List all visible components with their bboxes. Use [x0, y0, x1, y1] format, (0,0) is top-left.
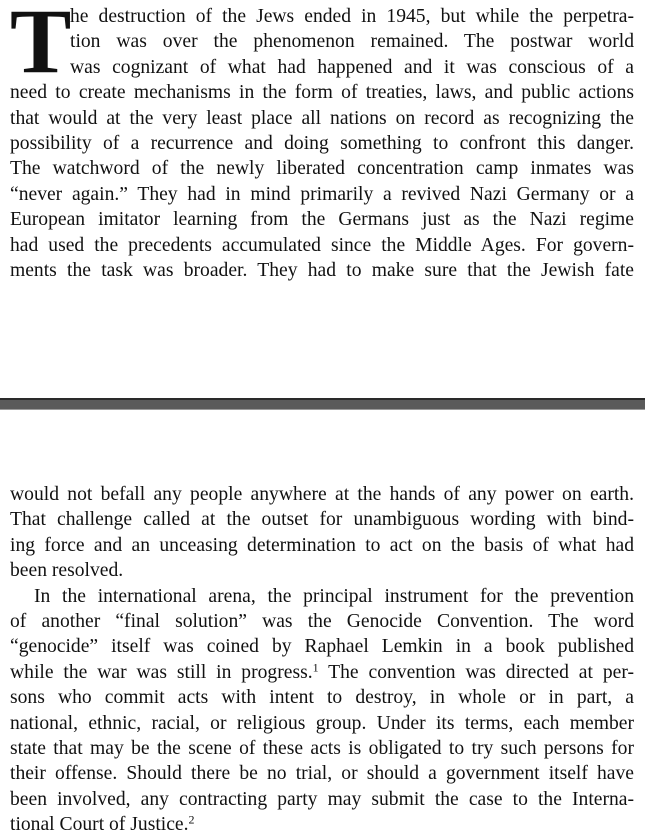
text-line: ments the task was broader. They had to make sure that the Jewish fate	[10, 259, 634, 281]
text-line: been resolved.	[10, 560, 124, 582]
text-line-with-footnote	[10, 812, 634, 837]
drop-cap: T	[10, 0, 72, 92]
text-line: had used the precedents accumulated since the Middle Ages. For govern-	[10, 234, 634, 256]
text-line: need to create mechanisms in the form of treaties, laws, and public actions	[10, 82, 634, 104]
text-line: possibility of a recurrence and doing something to confront this danger.	[10, 132, 634, 154]
footnote-ref: 2	[188, 812, 195, 827]
text-line: “never again.” They had in mind primarily a revived Nazi Germany or a	[10, 183, 634, 205]
text-line: That challenge called at the outset for unambiguous wording with bind-	[10, 509, 634, 531]
footnote-ref: 1	[312, 660, 319, 675]
text-line: that would at the very least place all nations on record as recognizing the	[10, 107, 634, 129]
text-line: European imitator learning from the Germans just as the Nazi regime	[10, 209, 634, 231]
text-line: tion was over the phenomenon remained. The postwar world	[70, 31, 634, 53]
text-line-with-footnote	[10, 660, 634, 685]
page-separator	[0, 398, 645, 410]
text-line: The watchword of the newly liberated concentration camp inmates was	[10, 158, 634, 180]
text-segment: tional Court of Justice.	[10, 814, 189, 836]
text-line: state that may be the scene of these acts is obligated to try such persons for	[10, 737, 634, 759]
text-segment: The convention was directed at per-	[328, 661, 634, 683]
text-line: sons who commit acts with intent to destroy, in whole or in part, a	[10, 687, 634, 709]
bottom-page-text	[10, 482, 634, 837]
text-line: would not befall any people anywhere at the hands of any power on earth.	[10, 484, 634, 505]
text-line: was cognizant of what had happened and it was conscious of a	[70, 56, 634, 78]
text-segment: while the war was still in progress.	[10, 661, 313, 683]
text-line: “genocide” itself was coined by Raphael Lemkin in a book published	[10, 636, 634, 658]
text-line: been involved, any contracting party may submit the case to the Interna-	[10, 788, 634, 810]
top-page-text	[10, 0, 634, 283]
text-line: he destruction of the Jews ended in 1945, but while the perpetra-	[70, 6, 634, 27]
text-line: In the international arena, the principal instrument for the prevention	[34, 585, 634, 607]
text-line: national, ethnic, racial, or religious group. Under its terms, each member	[10, 712, 634, 734]
text-line: of another “final solution” was the Genocide Convention. The word	[10, 610, 634, 632]
text-line: ing force and an unceasing determination to act on the basis of what had	[10, 534, 634, 556]
text-line: their offense. Should there be no trial, or should a government itself have	[10, 763, 634, 785]
